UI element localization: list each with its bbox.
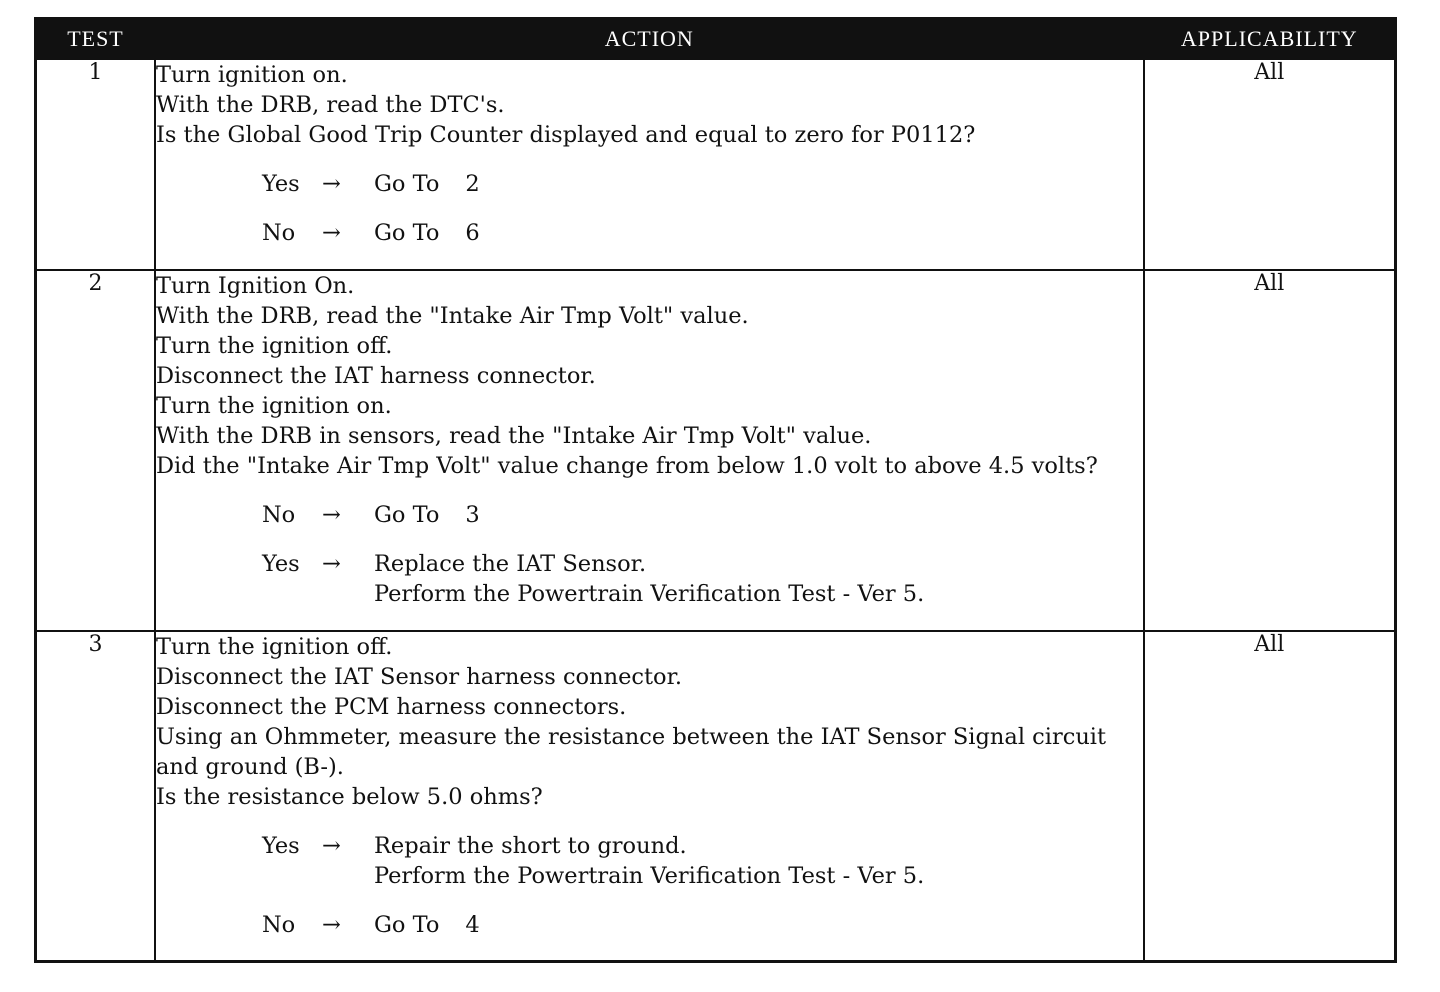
header-test: TEST <box>36 19 155 59</box>
action-cell <box>155 270 1144 631</box>
action-line: Disconnect the IAT Sensor harness connector. <box>155 663 683 690</box>
action-line: Using an Ohmmeter, measure the resistance between the IAT Sensor Signal circuit <box>155 723 1107 750</box>
action-steps <box>156 632 1143 812</box>
action-steps <box>156 60 1143 150</box>
branch-list <box>156 169 1143 256</box>
branch-answer: No <box>261 911 296 938</box>
action-line: With the DRB, read the DTC's. <box>155 91 505 118</box>
branch-answer: No <box>261 501 296 528</box>
applicability-value: All <box>1144 59 1396 270</box>
table-row <box>36 59 1396 270</box>
action-line: With the DRB in sensors, read the "Intake Air Tmp Volt" value. <box>155 422 872 449</box>
branch-goto <box>374 500 480 530</box>
table-body <box>36 59 1396 962</box>
arrow-right-icon: → <box>321 550 341 577</box>
branch-answer: Yes <box>261 170 300 197</box>
result-line: Repair the short to ground. <box>373 832 687 859</box>
arrow-right-icon: → <box>321 170 341 197</box>
applicability-value: All <box>1144 270 1396 631</box>
test-number: 2 <box>36 270 155 631</box>
table-row <box>36 631 1396 962</box>
diagnostic-test-table <box>34 17 1397 963</box>
header-action: ACTION <box>155 19 1144 59</box>
goto-target: 6 <box>465 219 480 246</box>
result-line: Perform the Powertrain Verification Test - Ver 5. <box>373 580 925 607</box>
arrow-right-icon: → <box>321 501 341 528</box>
arrow-right-icon: → <box>321 219 341 246</box>
branch-item <box>262 831 1143 891</box>
goto-label: Go To <box>373 170 440 197</box>
goto-label: Go To <box>373 911 440 938</box>
action-line: Turn the ignition on. <box>155 392 392 419</box>
table-row <box>36 270 1396 631</box>
action-line: and ground (B-). <box>155 753 344 780</box>
result-line: Replace the IAT Sensor. <box>373 550 647 577</box>
header-applicability: APPLICABILITY <box>1144 19 1396 59</box>
branch-item <box>262 500 1143 530</box>
branch-goto <box>374 169 480 199</box>
action-line: Is the resistance below 5.0 ohms? <box>155 783 543 810</box>
action-line: Turn the ignition off. <box>155 633 393 660</box>
test-number: 1 <box>36 59 155 270</box>
branch-answer: No <box>261 219 296 246</box>
action-line: With the DRB, read the "Intake Air Tmp Volt" value. <box>155 302 749 329</box>
test-number: 3 <box>36 631 155 962</box>
arrow-right-icon: → <box>321 832 341 859</box>
branch-result <box>374 549 924 609</box>
branch-answer: Yes <box>261 550 300 577</box>
applicability-value: All <box>1144 631 1396 962</box>
action-line: Is the Global Good Trip Counter displayed and equal to zero for P0112? <box>155 121 976 148</box>
action-line: Turn Ignition On. <box>155 272 355 299</box>
branch-item <box>262 549 1143 609</box>
arrow-right-icon: → <box>321 911 341 938</box>
goto-target: 2 <box>465 170 480 197</box>
action-line: Turn the ignition off. <box>155 332 393 359</box>
action-cell <box>155 631 1144 962</box>
table-header <box>36 19 1396 59</box>
branch-goto <box>374 218 480 248</box>
result-line: Perform the Powertrain Verification Test - Ver 5. <box>373 862 925 889</box>
branch-list <box>156 500 1143 617</box>
action-cell <box>155 59 1144 270</box>
action-line: Disconnect the IAT harness connector. <box>155 362 596 389</box>
branch-item <box>262 218 1143 248</box>
goto-target: 3 <box>465 501 480 528</box>
goto-label: Go To <box>373 219 440 246</box>
branch-item <box>262 910 1143 940</box>
branch-result <box>374 831 924 891</box>
action-line: Disconnect the PCM harness connectors. <box>155 693 627 720</box>
branch-answer: Yes <box>261 832 300 859</box>
branch-goto <box>374 910 480 940</box>
goto-label: Go To <box>373 501 440 528</box>
branch-list <box>156 831 1143 948</box>
action-line: Did the "Intake Air Tmp Volt" value change from below 1.0 volt to above 4.5 volts? <box>155 452 1098 479</box>
goto-target: 4 <box>465 911 480 938</box>
action-line: Turn ignition on. <box>155 61 348 88</box>
action-steps <box>156 271 1143 481</box>
branch-item <box>262 169 1143 199</box>
